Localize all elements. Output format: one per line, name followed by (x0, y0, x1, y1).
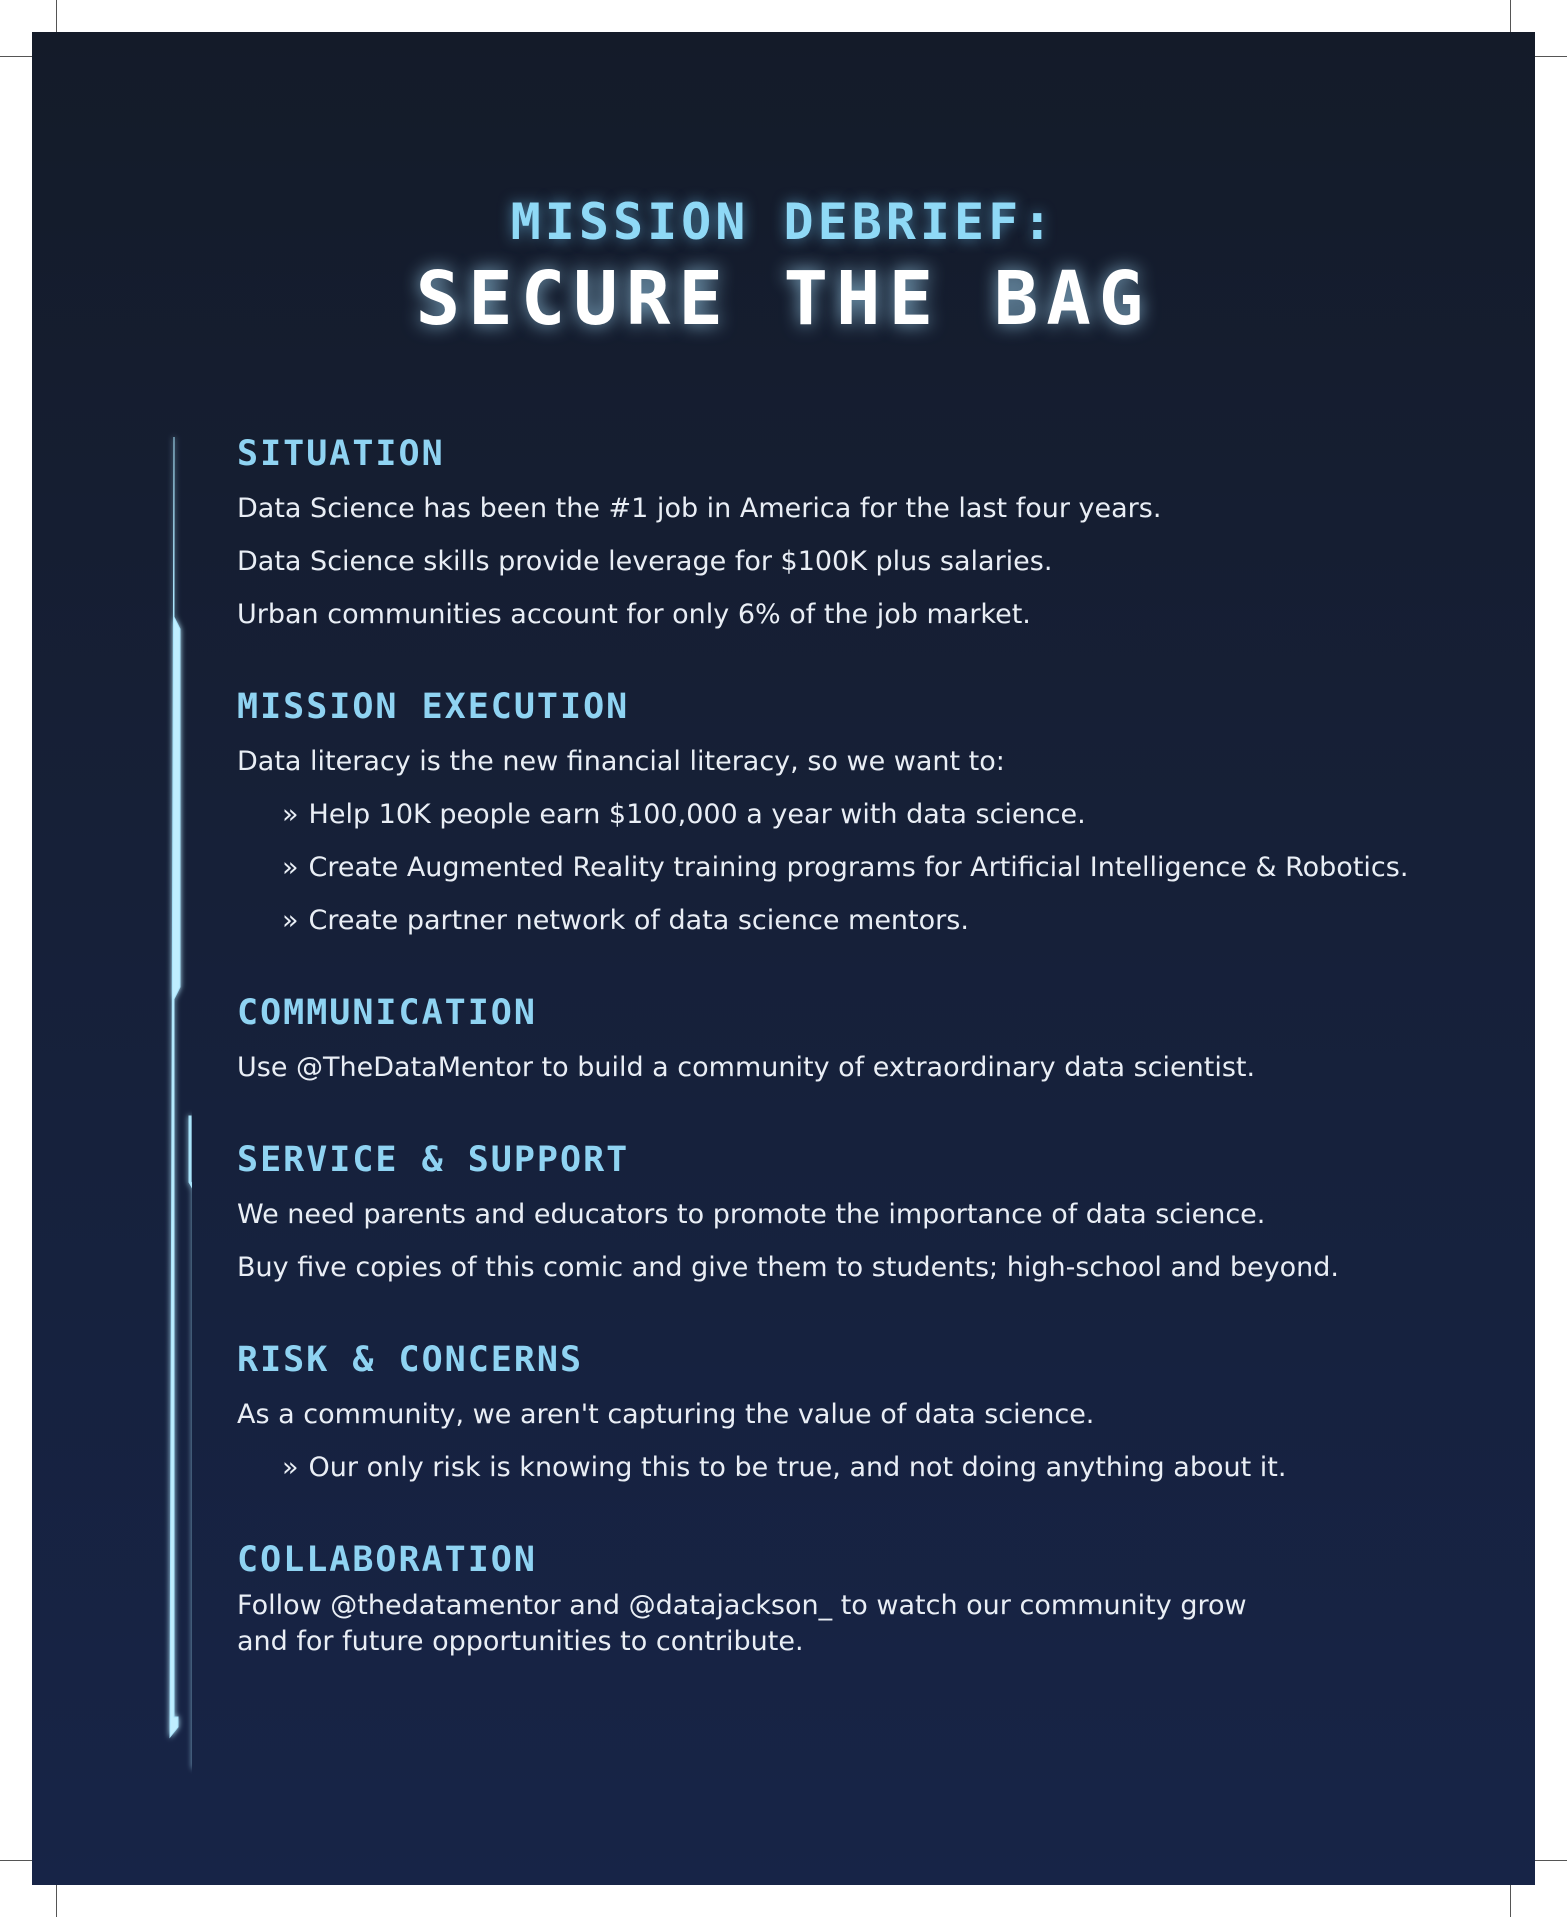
section-heading: SITUATION (237, 434, 445, 474)
section-collaboration (237, 1538, 1507, 1660)
title-line-2: SECURE THE BAG (415, 256, 1152, 342)
body-line: Urban communities account for only 6% of the job market. (237, 599, 1031, 630)
crop-mark (1533, 56, 1567, 57)
bullet-mark: » (282, 799, 299, 830)
bullet-item (237, 788, 1507, 841)
bullet-item (237, 894, 1507, 947)
crop-mark (56, 1883, 57, 1917)
hud-decorative-line (132, 407, 192, 1787)
bullet-text: Create Augmented Reality training programs for Artificial Intelligence & Robotics. (308, 852, 1409, 883)
body-line: Follow @thedatamentor and @datajackson_ to watch our community grow (237, 1590, 1247, 1621)
body-line: Buy five copies of this comic and give them to students; high-school and beyond. (237, 1252, 1339, 1283)
bullet-text: Our only risk is knowing this to be true, and not doing anything about it. (308, 1452, 1287, 1483)
bullet-item (237, 1441, 1507, 1494)
body-line: Data Science has been the #1 job in America for the last four years. (237, 493, 1162, 524)
crop-mark (1510, 0, 1511, 34)
section-communication (237, 991, 1507, 1094)
section-risk-concerns (237, 1338, 1507, 1494)
section-mission-execution (237, 685, 1507, 947)
bullet-mark: » (282, 852, 299, 883)
crop-mark (0, 56, 34, 57)
body-line: As a community, we aren't capturing the value of data science. (237, 1399, 1095, 1430)
title-block (32, 192, 1535, 340)
bullet-text: Create partner network of data science mentors. (308, 905, 969, 936)
section-heading: RISK & CONCERNS (237, 1340, 584, 1380)
section-situation (237, 432, 1507, 641)
section-service-support (237, 1138, 1507, 1294)
section-heading: COLLABORATION (237, 1540, 537, 1580)
body-line: Data Science skills provide leverage for $100K plus salaries. (237, 546, 1053, 577)
bullet-text: Help 10K people earn $100,000 a year with data science. (308, 799, 1086, 830)
section-heading: MISSION EXECUTION (237, 687, 630, 727)
bullet-item (237, 841, 1507, 894)
body-line: and for future opportunities to contribute. (237, 1626, 804, 1657)
crop-mark (0, 1860, 34, 1861)
body-line: Data literacy is the new financial literacy, so we want to: (237, 746, 1005, 777)
section-heading: COMMUNICATION (237, 993, 537, 1033)
bullet-mark: » (282, 1452, 299, 1483)
crop-mark (1533, 1860, 1567, 1861)
section-heading: SERVICE & SUPPORT (237, 1140, 630, 1180)
debrief-panel (32, 32, 1535, 1885)
title-line-1: MISSION DEBRIEF: (510, 193, 1057, 251)
debrief-content (237, 432, 1507, 1704)
bullet-mark: » (282, 905, 299, 936)
crop-mark (1510, 1883, 1511, 1917)
body-line: We need parents and educators to promote the importance of data science. (237, 1199, 1266, 1230)
crop-mark (56, 0, 57, 34)
body-line: Use @TheDataMentor to build a community of extraordinary data scientist. (237, 1052, 1256, 1083)
